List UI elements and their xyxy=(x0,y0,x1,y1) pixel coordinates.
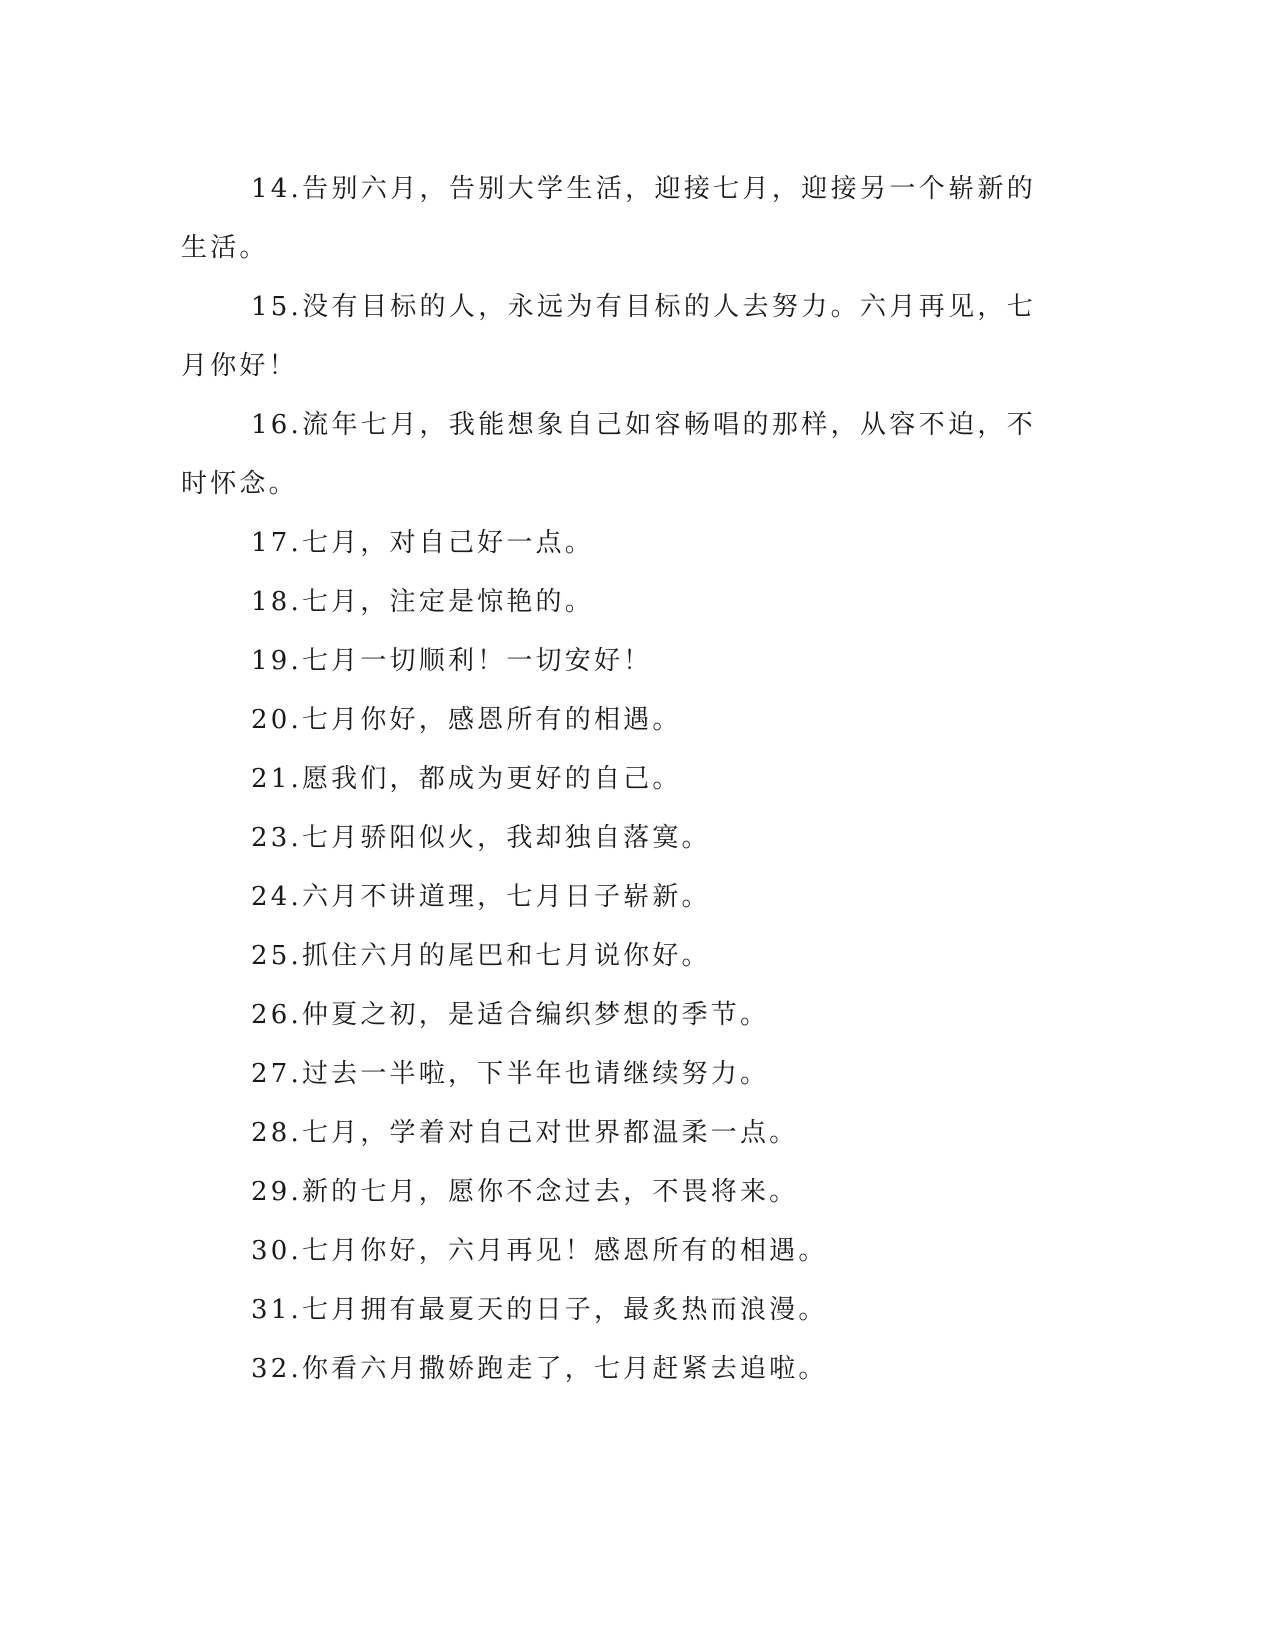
paragraph-31: 31.七月拥有最夏天的日子，最炙热而浪漫。 xyxy=(251,1295,828,1325)
paragraph-15: 15.没有目标的人，永远为有目标的人去努力。六月再见，七月你好！ xyxy=(181,292,1036,381)
paragraph-19: 19.七月一切顺利！一切安好！ xyxy=(251,646,653,676)
paragraph-21: 21.愿我们，都成为更好的自己。 xyxy=(251,764,682,794)
paragraph-28: 28.七月，学着对自己对世界都温柔一点。 xyxy=(251,1118,799,1148)
paragraph-26: 26.仲夏之初，是适合编织梦想的季节。 xyxy=(251,1000,770,1030)
paragraph-18: 18.七月，注定是惊艳的。 xyxy=(251,587,594,617)
paragraph-30: 30.七月你好，六月再见！感恩所有的相遇。 xyxy=(251,1236,828,1266)
paragraph-27: 27.过去一半啦，下半年也请继续努力。 xyxy=(251,1059,770,1089)
paragraph-25: 25.抓住六月的尾巴和七月说你好。 xyxy=(251,941,711,971)
paragraph-14: 14.告别六月，告别大学生活，迎接七月，迎接另一个崭新的生活。 xyxy=(181,174,1036,263)
document-body xyxy=(181,160,1036,1399)
paragraph-24: 24.六月不讲道理，七月日子崭新。 xyxy=(251,882,711,912)
paragraph-23: 23.七月骄阳似火，我却独自落寞。 xyxy=(251,823,711,853)
paragraph-16: 16.流年七月，我能想象自己如容畅唱的那样，从容不迫，不时怀念。 xyxy=(181,410,1036,499)
paragraph-29: 29.新的七月，愿你不念过去，不畏将来。 xyxy=(251,1177,799,1207)
paragraph-17: 17.七月，对自己好一点。 xyxy=(251,528,594,558)
paragraph-20: 20.七月你好，感恩所有的相遇。 xyxy=(251,705,682,735)
paragraph-32: 32.你看六月撒娇跑走了，七月赶紧去追啦。 xyxy=(251,1354,828,1384)
